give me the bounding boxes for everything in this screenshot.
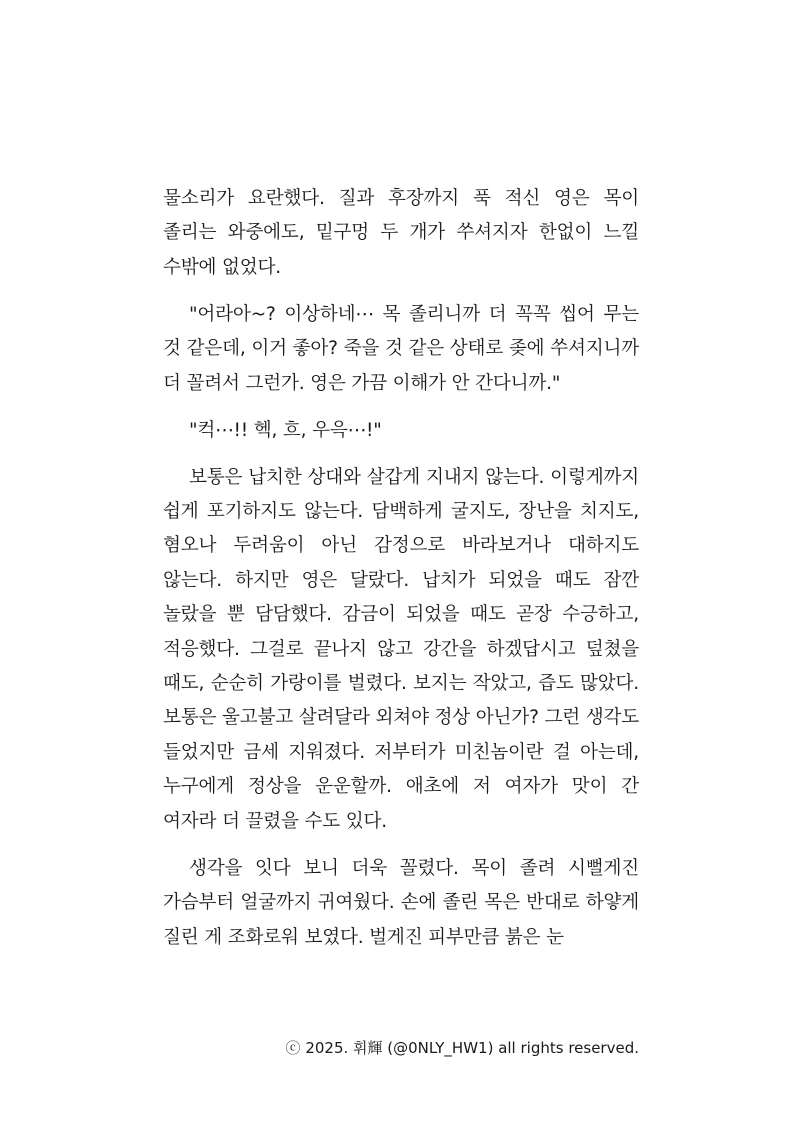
paragraph-1: 물소리가 요란했다. 질과 후장까지 푹 적신 영은 목이 졸리는 와중에도, 밑구멍 두 개가 쑤셔지자 한없이 느낄 수밖에 없었다. bbox=[163, 188, 639, 278]
paragraph-2: "어라아~? 이상하네⋯ 목 졸리니까 더 꼭꼭 씹어 무는 것 같은데, 이거 좋아? 죽을 것 같은 상태로 좆에 쑤셔지니까 더 꼴려서 그런가. 영은 가끔 이해가 안 간다니까." bbox=[163, 303, 639, 394]
copyright-notice: ⓒ 2025. 휘輝 (@0NLY_HW1) all rights reserved. bbox=[285, 1039, 639, 1057]
paragraph-3: "컥⋯!! 헥, 흐, 우윽⋯!" bbox=[189, 419, 382, 441]
paragraph-5: 생각을 잇다 보니 더욱 꼴렸다. 목이 졸려 시뻘게진 가슴부터 얼굴까지 귀여웠다. 손에 졸린 목은 반대로 하얗게 질린 게 조화로워 보였다. 벌게진 피부만큼 붉은 눈 bbox=[163, 857, 639, 948]
paragraph-4: 보통은 납치한 상대와 살갑게 지내지 않는다. 이렇게까지 쉽게 포기하지도 않는다. 담백하게 굴지도, 장난을 치지도, 혐오나 두려움이 아닌 감정으로 바라보거나 대하지도 않는다. 하지만 영은 달랐다. 납치가 되었을 때도 잠깐 놀랐을 뿐 담담했다. 감금이 되었을 때도 곧장 수긍하고, 적응했다. 그걸로 끝나지 않고 강간을 하겠답시고 덮쳤을 때도, 순순히 가랑이를 벌렸다. 보지는 작았고, 즙도 많았다. 보통은 울고불고 살려달라 외쳐야 정상 아닌가? 그런 생각도 들었지만 금세 지워졌다. 저부터가 미친놈이란 걸 아는데, 누구에게 정상을 운운할까. 애초에 저 여자가 맛이 간 여자라 더 끌렸을 수도 있다. bbox=[163, 466, 639, 832]
page-body bbox=[163, 182, 639, 955]
